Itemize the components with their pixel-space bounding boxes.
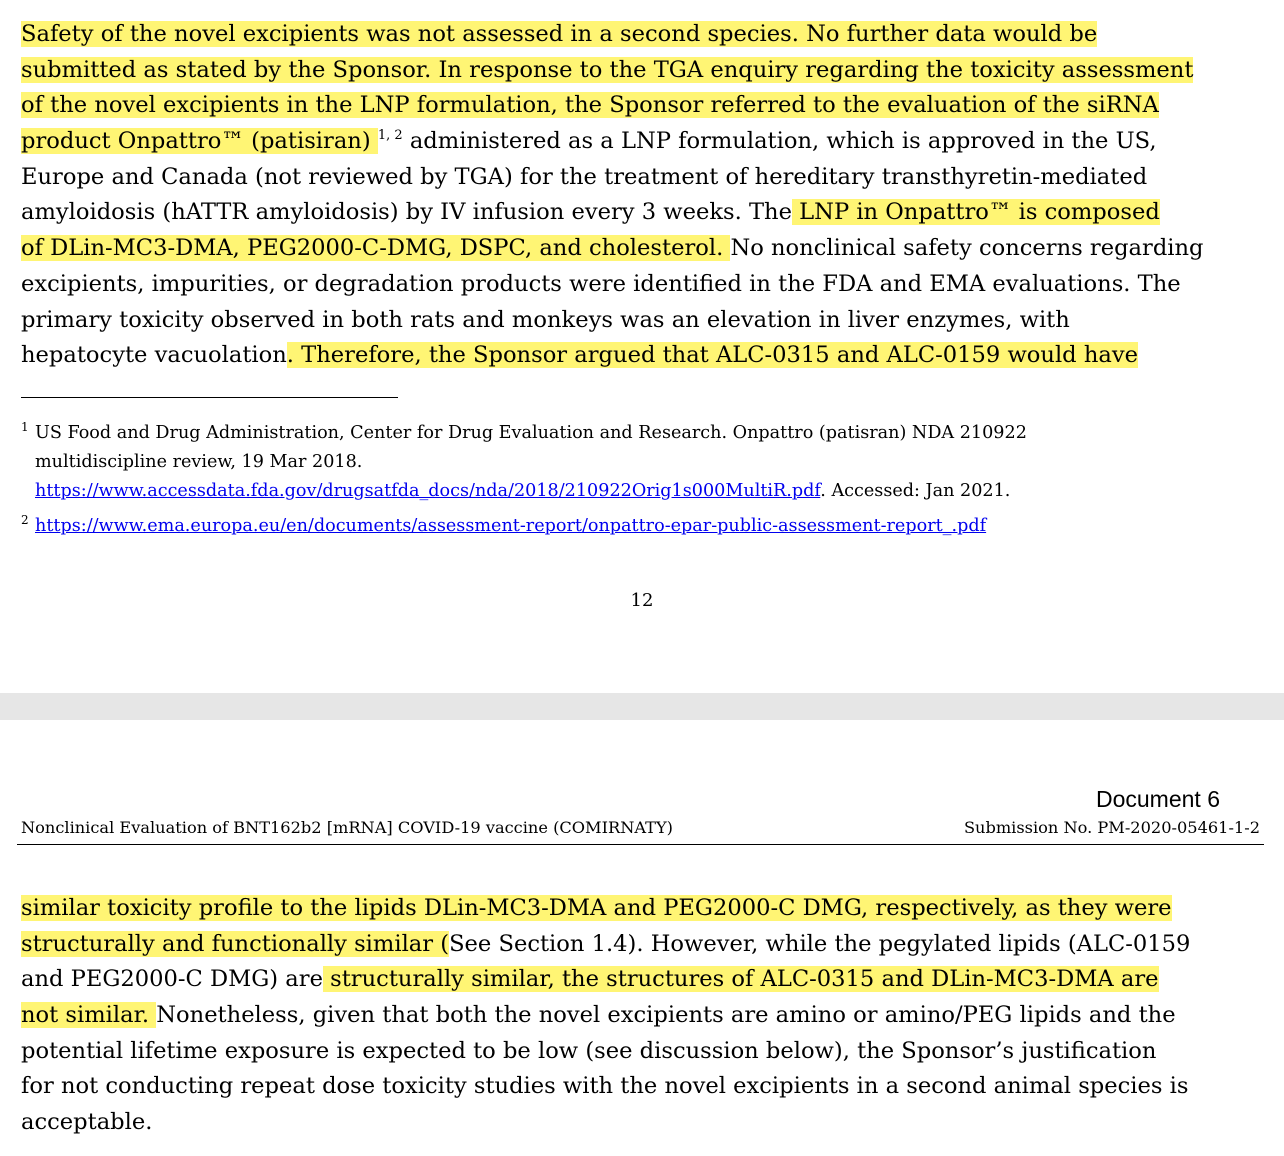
text-line	[21, 303, 1266, 339]
text-segment: for not conducting repeat dose toxicity studies with the novel excipients in a second animal species is	[21, 1073, 1189, 1100]
highlighted-text: not similar.	[21, 1002, 157, 1029]
text-line	[21, 1069, 1266, 1105]
text-line	[21, 17, 1266, 53]
page-number: 12	[630, 590, 654, 611]
text-line	[21, 267, 1266, 303]
highlighted-text: . Therefore, the Sponsor argued that ALC-0315 and ALC-0159 would have	[286, 342, 1138, 369]
text-line	[21, 338, 1266, 374]
text-line	[21, 927, 1266, 963]
highlighted-text: of DLin-MC3-DMA, PEG2000-C-DMG, DSPC, and cholesterol.	[21, 235, 731, 262]
text-segment: potential lifetime exposure is expected to be low (see discussion below), the Sponsor’s justification	[21, 1037, 1157, 1064]
text-segment: Nonetheless, given that both the novel excipients are amino or amino/PEG lipids and the	[156, 1002, 1176, 1029]
text-segment: No nonclinical safety concerns regarding	[730, 235, 1204, 262]
text-segment: administered as a LNP formulation, which is approved in the US,	[402, 128, 1157, 155]
body-paragraph-bottom	[21, 891, 1266, 1141]
running-header	[17, 818, 1264, 845]
footnote-reference: 1, 2	[377, 128, 403, 144]
footnote-link[interactable]: https://www.accessdata.fda.gov/drugsatfda_docs/nda/2018/210922Orig1s000MultiR.pdf	[35, 481, 821, 501]
footnote-number: 1	[21, 420, 29, 434]
footnote-separator	[21, 397, 398, 398]
highlighted-text: product Onpattro™ (patisiran)	[21, 128, 378, 155]
text-line	[21, 88, 1266, 124]
footnotes	[21, 419, 1266, 541]
footnote-link[interactable]: https://www.ema.europa.eu/en/documents/assessment-report/onpattro-epar-public-assessment-report_.pdf	[35, 516, 987, 536]
text-segment: amyloidosis (hATTR amyloidosis) by IV infusion every 3 weeks. The	[21, 199, 792, 226]
text-line	[21, 195, 1266, 231]
body-paragraph-top	[21, 17, 1266, 374]
highlighted-text: submitted as stated by the Sponsor. In response to the TGA enquiry regarding the toxicity assessment	[21, 56, 1194, 83]
text-segment: primary toxicity observed in both rats and monkeys was an elevation in liver enzymes, with	[21, 306, 1070, 333]
highlighted-text: LNP in Onpattro™ is composed	[791, 199, 1160, 226]
footnote-1	[21, 419, 1266, 506]
text-segment: acceptable.	[21, 1109, 153, 1136]
footnote-accessed: . Accessed: Jan 2021.	[820, 481, 1011, 501]
footnote-number: 2	[21, 513, 29, 527]
text-line	[21, 231, 1266, 267]
text-segment: Europe and Canada (not reviewed by TGA) for the treatment of hereditary transthyretin-mediated	[21, 163, 1148, 190]
text-line	[21, 160, 1266, 196]
highlighted-text: similar toxicity profile to the lipids DLin-MC3-DMA and PEG2000-C DMG, respectively, as they were	[21, 895, 1172, 921]
text-line	[21, 124, 1266, 160]
page-separator	[0, 693, 1284, 720]
text-line	[21, 962, 1266, 998]
text-segment: excipients, impurities, or degradation products were identified in the FDA and EMA evaluations. The	[21, 270, 1181, 297]
footnote-2	[21, 512, 1266, 541]
text-line	[21, 53, 1266, 89]
highlighted-text: of the novel excipients in the LNP formulation, the Sponsor referred to the evaluation of the siRNA	[21, 92, 1159, 119]
text-line	[21, 891, 1266, 927]
text-line	[21, 998, 1266, 1034]
document-label: Document 6	[1095, 786, 1220, 812]
footnote-link-line	[21, 477, 1266, 506]
text-line	[21, 1105, 1266, 1141]
text-line	[21, 1034, 1266, 1070]
highlighted-text: structurally similar, the structures of ALC-0315 and DLin-MC3-DMA are	[322, 966, 1159, 993]
highlighted-text: structurally and functionally similar (	[21, 930, 450, 957]
text-segment: hepatocyte vacuolation	[21, 342, 287, 369]
footnote-text: multidiscipline review, 19 Mar 2018.	[35, 452, 363, 472]
text-segment: and PEG2000-C DMG) are	[21, 966, 323, 993]
text-segment: See Section 1.4). However, while the pegylated lipids (ALC-0159	[449, 930, 1191, 957]
running-header-title: Nonclinical Evaluation of BNT162b2 [mRNA] COVID-19 vaccine (COMIRNATY)	[21, 818, 673, 837]
highlighted-text: Safety of the novel excipients was not assessed in a second species. No further data would be	[21, 21, 1098, 47]
footnote-text: US Food and Drug Administration, Center for Drug Evaluation and Research. Onpattro (patisran) NDA 210922	[35, 423, 1027, 443]
running-header-submission: Submission No. PM-2020-05461-1-2	[963, 818, 1260, 837]
